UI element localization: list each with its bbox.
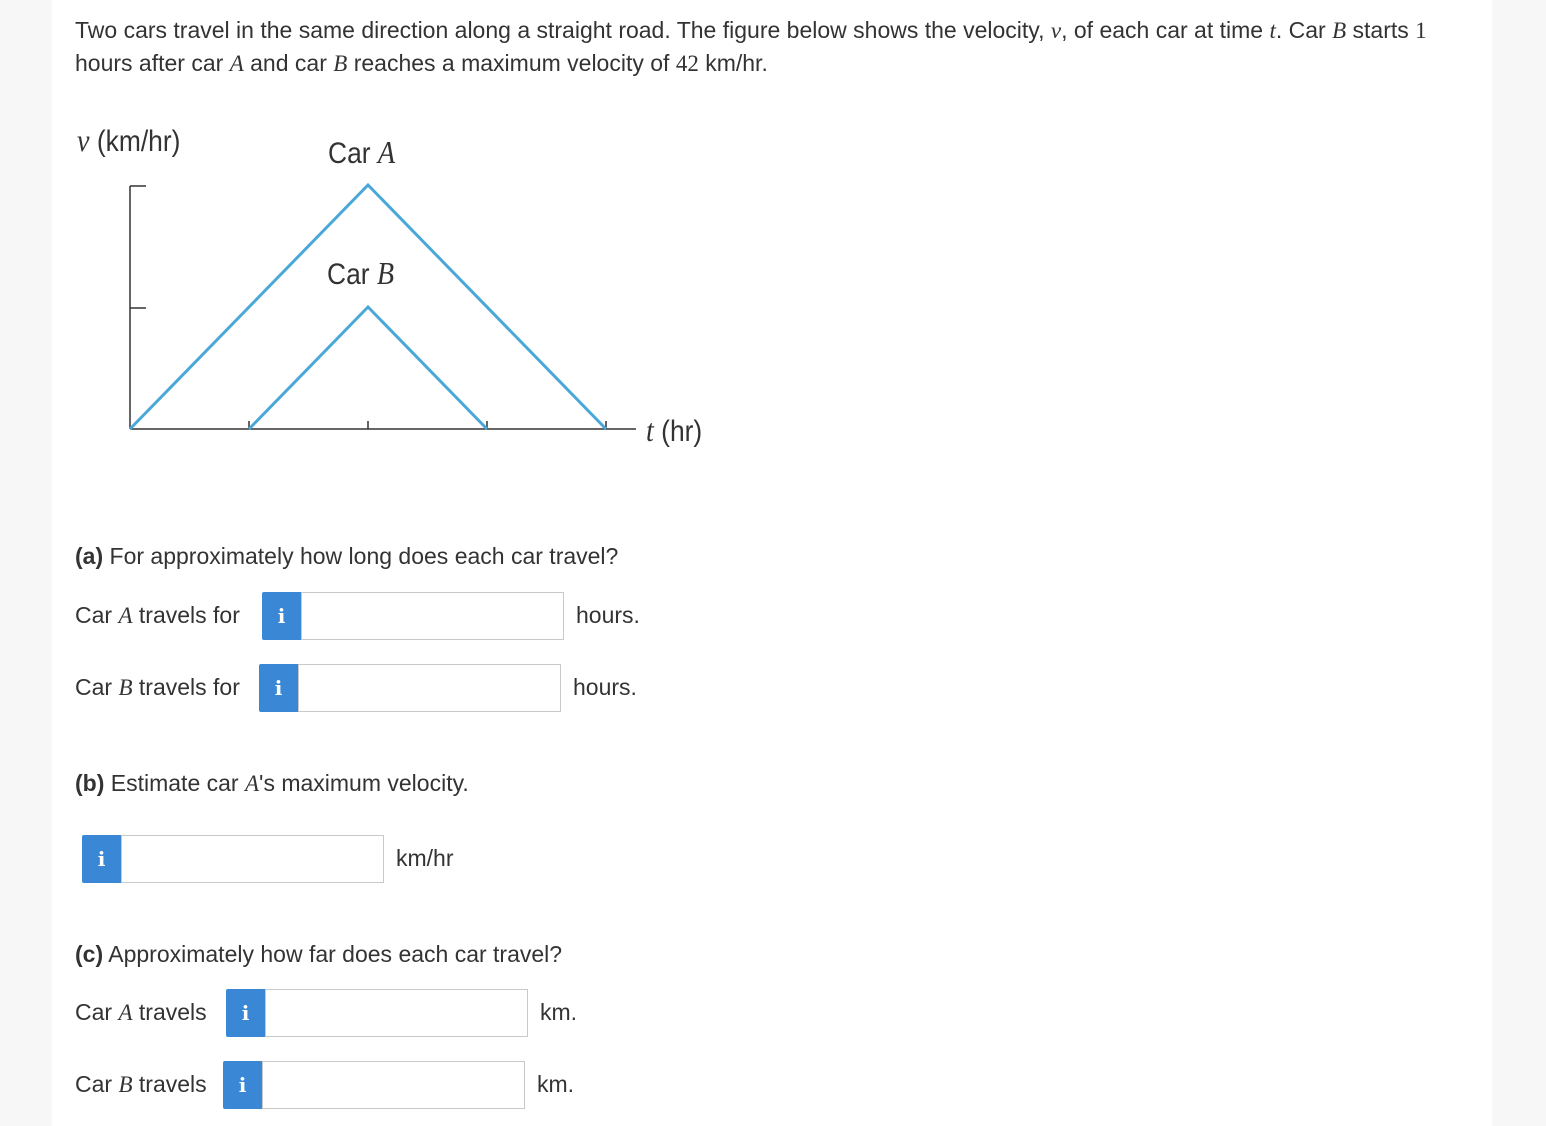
car-a-duration-unit: hours. xyxy=(576,602,640,628)
car-b-label: Car B xyxy=(327,255,395,291)
car-a-duration-label: Car A travels for xyxy=(75,602,240,628)
info-icon[interactable]: i xyxy=(223,1061,262,1109)
y-axis-label: v (km/hr) xyxy=(77,122,181,158)
car-b-distance-label: Car B travels xyxy=(75,1071,207,1097)
car-b-distance-unit: km. xyxy=(537,1071,575,1097)
car-b-duration-input[interactable] xyxy=(298,664,561,712)
car-a-label: Car A xyxy=(328,134,396,170)
car-b-distance-input[interactable] xyxy=(262,1061,525,1109)
velocity-figure xyxy=(60,110,760,470)
part-b-question: (b) Estimate car A's maximum velocity. xyxy=(75,770,469,796)
car-a-distance-input[interactable] xyxy=(265,989,528,1037)
info-icon[interactable]: i xyxy=(82,835,121,883)
car-b-velocity-line xyxy=(249,307,487,429)
x-axis-label: t (hr) xyxy=(646,412,703,448)
info-icon[interactable]: i xyxy=(226,989,265,1037)
problem-statement: Two cars travel in the same direction along a straight road. The figure below shows the velocity, v, of each car at time t. Car B starts 1 hours after car A and car B reaches a maximum velocity of 42 km/hr. xyxy=(75,17,1427,76)
car-b-duration-unit: hours. xyxy=(573,674,637,700)
car-a-max-velocity-input[interactable] xyxy=(121,835,384,883)
info-icon[interactable]: i xyxy=(259,664,298,712)
part-a-question: (a) For approximately how long does each car travel? xyxy=(75,543,619,569)
part-c-question: (c) Approximately how far does each car travel? xyxy=(75,941,563,967)
car-b-duration-label: Car B travels for xyxy=(75,674,240,700)
car-a-duration-input[interactable] xyxy=(301,592,564,640)
car-a-distance-label: Car A travels xyxy=(75,999,207,1025)
max-velocity-unit: km/hr xyxy=(396,845,454,871)
velocity-plot xyxy=(60,110,760,470)
car-a-distance-unit: km. xyxy=(540,999,578,1025)
info-icon[interactable]: i xyxy=(262,592,301,640)
